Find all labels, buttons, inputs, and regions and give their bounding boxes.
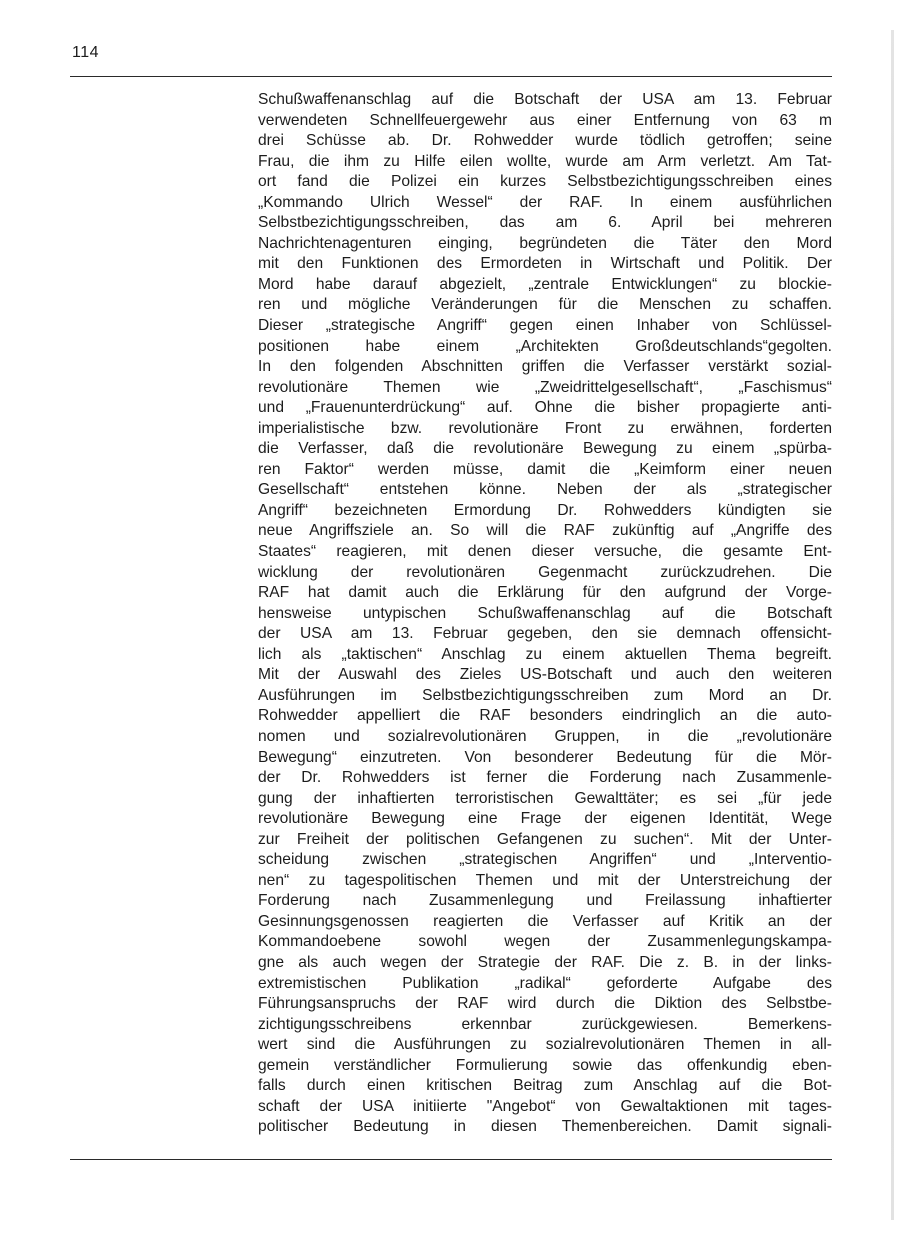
text-line: Mit der Auswahl des Zieles US-Botschaft und auch den weiteren	[258, 666, 832, 684]
header-rule	[70, 76, 832, 77]
text-line: Staates“ reagieren, mit denen dieser versuche, die gesamte Ent-	[258, 543, 832, 561]
text-line: der Dr. Rohwedders ist ferner die Forderung nach Zusammenle-	[258, 769, 832, 787]
text-line: ren Faktor“ werden müsse, damit die „Keimform einer neuen	[258, 460, 832, 478]
text-line: ren und mögliche Veränderungen für die Menschen zu schaffen.	[258, 296, 832, 314]
text-line: hensweise untypischen Schußwaffenanschlag auf die Botschaft	[258, 604, 832, 622]
text-line: Bewegung“ einzutreten. Von besonderer Bedeutung für die Mör-	[258, 748, 832, 766]
text-line: politischer Bedeutung in diesen Themenbereichen. Damit signali-	[258, 1118, 832, 1136]
text-line: nomen und sozialrevolutionären Gruppen, in die „revolutionäre	[258, 727, 832, 745]
text-line: gemein verständlicher Formulierung sowie das offenkundig eben-	[258, 1056, 832, 1074]
text-line: Forderung nach Zusammenlegung und Freilassung inhaftierter	[258, 892, 832, 910]
text-line: wert sind die Ausführungen zu sozialrevolutionären Themen in all-	[258, 1036, 832, 1054]
text-line: Frau, die ihm zu Hilfe eilen wollte, wurde am Arm verletzt. Am Tat-	[258, 152, 832, 170]
text-line: Kommandoebene sowohl wegen der Zusammenlegungskampa-	[258, 933, 832, 951]
text-line: RAF hat damit auch die Erklärung für den aufgrund der Vorge-	[258, 584, 832, 602]
text-line: und „Frauenunterdrückung“ auf. Ohne die bisher propagierte anti-	[258, 399, 832, 417]
text-line: der USA am 13. Februar gegeben, den sie demnach offensicht-	[258, 625, 832, 643]
text-line: gne als auch wegen der Strategie der RAF. Die z. B. in der links-	[258, 953, 832, 971]
text-line: revolutionäre Bewegung eine Frage der eigenen Identität, Wege	[258, 810, 832, 828]
text-line: zur Freiheit der politischen Gefangenen zu suchen“. Mit der Unter-	[258, 830, 832, 848]
text-line: Mord habe darauf abgezielt, „zentrale Entwicklungen“ zu blockie-	[258, 275, 832, 293]
text-line: die Verfasser, daß die revolutionäre Bewegung zu einem „spürba-	[258, 440, 832, 458]
scan-edge-shadow	[891, 30, 894, 1220]
text-line: Schußwaffenanschlag auf die Botschaft der USA am 13. Februar	[258, 91, 832, 108]
text-line: imperialistische bzw. revolutionäre Front zu erwähnen, forderten	[258, 419, 832, 437]
text-line: Selbstbezichtigungsschreiben, das am 6. April bei mehreren	[258, 214, 832, 232]
text-line: Nachrichtenagenturen einging, begründeten die Täter den Mord	[258, 234, 832, 252]
text-line: schaft der USA initiierte "Angebot“ von Gewaltaktionen mit tages-	[258, 1097, 832, 1115]
text-line: Rohwedder appelliert die RAF besonders eindringlich an die auto-	[258, 707, 832, 725]
text-line: ort fand die Polizei ein kurzes Selbstbezichtigungsschreiben eines	[258, 173, 832, 191]
text-line: Angriff“ bezeichneten Ermordung Dr. Rohwedders kündigten sie	[258, 501, 832, 519]
body-text	[258, 90, 832, 1138]
text-line: drei Schüsse ab. Dr. Rohwedder wurde tödlich getroffen; seine	[258, 132, 832, 150]
text-line: verwendeten Schnellfeuergewehr aus einer Entfernung von 63 m	[258, 111, 832, 129]
text-line: Ausführungen im Selbstbezichtigungsschreiben zum Mord an Dr.	[258, 686, 832, 704]
text-line: Gesellschaft“ entstehen könne. Neben der als „strategischer	[258, 481, 832, 499]
text-line: Gesinnungsgenossen reagierten die Verfasser auf Kritik an der	[258, 912, 832, 930]
text-line: mit den Funktionen des Ermordeten in Wirtschaft und Politik. Der	[258, 255, 832, 273]
text-line: Dieser „strategische Angriff“ gegen einen Inhaber von Schlüssel-	[258, 317, 832, 335]
page-number: 114	[72, 44, 100, 61]
text-line: positionen habe einem „Architekten Großdeutschlands“gegolten.	[258, 337, 832, 355]
text-line: revolutionäre Themen wie „Zweidrittelgesellschaft“, „Faschismus“	[258, 378, 832, 396]
text-line: wicklung der revolutionären Gegenmacht zurückzudrehen. Die	[258, 563, 832, 581]
text-line: lich als „taktischen“ Anschlag zu einem aktuellen Thema begreift.	[258, 645, 832, 663]
text-line: gung der inhaftierten terroristischen Gewalttäter; es sei „für jede	[258, 789, 832, 807]
text-line: „Kommando Ulrich Wessel“ der RAF. In einem ausführlichen	[258, 193, 832, 211]
footer-rule	[70, 1159, 832, 1160]
text-line: scheidung zwischen „strategischen Angriffen“ und „Interventio-	[258, 851, 832, 869]
text-line: Führungsanspruchs der RAF wird durch die Diktion des Selbstbe-	[258, 995, 832, 1013]
text-line: neue Angriffsziele an. So will die RAF zukünftig auf „Angriffe des	[258, 522, 832, 540]
text-line: falls durch einen kritischen Beitrag zum Anschlag auf die Bot-	[258, 1077, 832, 1095]
text-line: nen“ zu tagespolitischen Themen und mit der Unterstreichung der	[258, 871, 832, 889]
text-line: zichtigungsschreibens erkennbar zurückgewiesen. Bemerkens-	[258, 1015, 832, 1033]
text-line: extremistischen Publikation „radikal“ geforderte Aufgabe des	[258, 974, 832, 992]
text-line: In den folgenden Abschnitten griffen die Verfasser verstärkt sozial-	[258, 358, 832, 376]
